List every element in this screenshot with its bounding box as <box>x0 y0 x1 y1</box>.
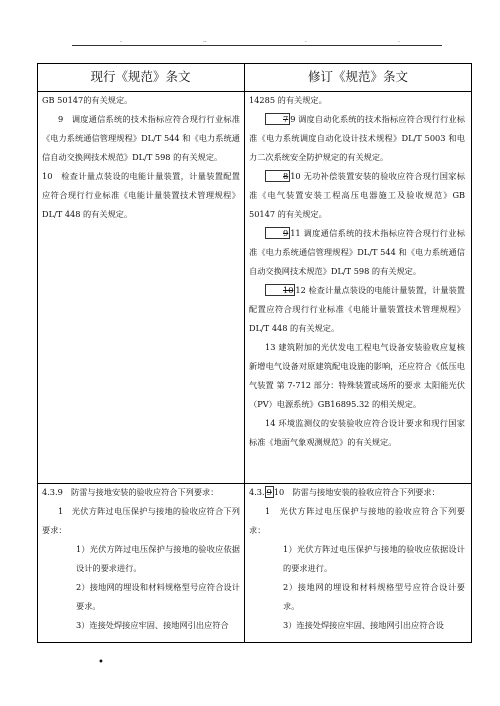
clause-subitem: 1）光伏方阵过电压保护与接地的验收应依据设计的要求进行。 <box>76 544 240 573</box>
current-clause-cell-1 <box>42 91 240 224</box>
clause-text: 1 光伏方阵过电压保护与接地的验收应符合下列要求： <box>42 506 240 535</box>
clause-text: GB 50147的有关规定。 <box>42 95 133 105</box>
header-mark: ·· <box>203 39 207 46</box>
revised-clause-cell-2 <box>249 483 465 635</box>
header-mark: · <box>398 39 400 46</box>
column-header-revised: 修订《规范》条文 <box>307 69 408 84</box>
inserted-number: 11 <box>290 228 301 238</box>
current-clause-cell-2 <box>42 483 240 635</box>
clause-subitem: 3）连接处焊接应牢固、接地网引出应符合 <box>76 620 229 630</box>
clause-subitem: 2）接地网的埋设和材料规格型号应符合设计要求。 <box>283 582 465 611</box>
header-mark: · <box>305 39 307 46</box>
inserted-number: 12 <box>295 285 306 295</box>
deleted-number: 8 <box>265 170 290 182</box>
clause-item-10: 8 10 无功补偿装置安装的验收应符合现行国家标准《电气装置安装工程高压电器施工及验收规范》GB 50147 的有关规定。 <box>249 171 465 219</box>
deleted-number: 9 <box>266 487 272 497</box>
clause-heading: 4.3.9 防雷与接地安装的验收应符合下列要求： <box>42 487 219 497</box>
clause-heading: 4.3. 9 10 防雷与接地安装的验收应符合下列要求： <box>249 487 440 497</box>
clause-text: 14285 的有关规定。 <box>249 95 327 105</box>
clause-item-9: 7 9 调度自动化系统的技术指标应符合现行行业标准《电力系统调度自动化设计技术规程》DL/T 5003 和电力二次系统安全防护规定的有关规定。 <box>249 114 465 162</box>
inserted-number: 10 <box>290 171 301 181</box>
clause-item-11: 9 11 调度通信系统的技术指标应符合现行行业标准《电力系统通信管理规程》DL/T 544 和《电力系统通信自动交换网技术规范》DL/T 598 的有关规定。 <box>249 228 465 276</box>
clause-item-13: 13 建筑附加的光伏发电工程电气设备安装验收应复核新增电气设备对原建筑配电设施的影响，还应符合《低压电气装置 第 7-712 部分：特殊装置或场所的要求 太阳能光伏（PV）电源系统》GB16895.32 的相关规定。 <box>249 342 465 409</box>
header-rule <box>72 45 442 46</box>
deleted-number: 9 <box>265 227 290 239</box>
clause-text: 1 光伏方阵过电压保护与接地的验收应符合下列要求： <box>249 506 465 535</box>
clause-item-12: 10 12 检查计量点装设的电能计量装置，计量装置配置应符合现行行业标准《电能计量装置技术管理规程》DL/T 448 的有关规定。 <box>249 285 465 333</box>
footer-bullet: • <box>98 657 104 668</box>
clause-text: 9 调度通信系统的技术指标应符合现行行业标准《电力系统通信管理规程》DL/T 544 和《电力系统通信自动交换网技术规范》DL/T 598 的有关规定。 <box>42 114 240 162</box>
deleted-number: 10 <box>265 284 295 296</box>
clause-subitem: 2）接地网的埋设和材料规格型号应符合设计要求。 <box>76 582 240 611</box>
revised-clause-cell-1 <box>249 91 465 452</box>
clause-subitem: 3）连接处焊接应牢固、接地网引出应符合设 <box>283 620 444 630</box>
deleted-number: 7 <box>265 113 290 125</box>
clause-subitem: 1）光伏方阵过电压保护与接地的验收应依据设计的要求进行。 <box>283 544 465 573</box>
inserted-number: 9 <box>290 114 296 124</box>
column-header-current: 现行《规范》条文 <box>90 69 191 84</box>
column-divider <box>244 63 245 643</box>
clause-text: 10 检查计量点装设的电能计量装置，计量装置配置应符合现行行业标准《电能计量装置技术管理规程》DL/T 448 的有关规定。 <box>42 171 240 219</box>
header-mark: · <box>120 39 122 46</box>
clause-item-14: 14 环境监测仪的安装验收应符合设计要求和现行国家标准《地面气象观测规范》的有关规定。 <box>249 418 465 447</box>
inserted-number: 10 <box>273 487 285 497</box>
